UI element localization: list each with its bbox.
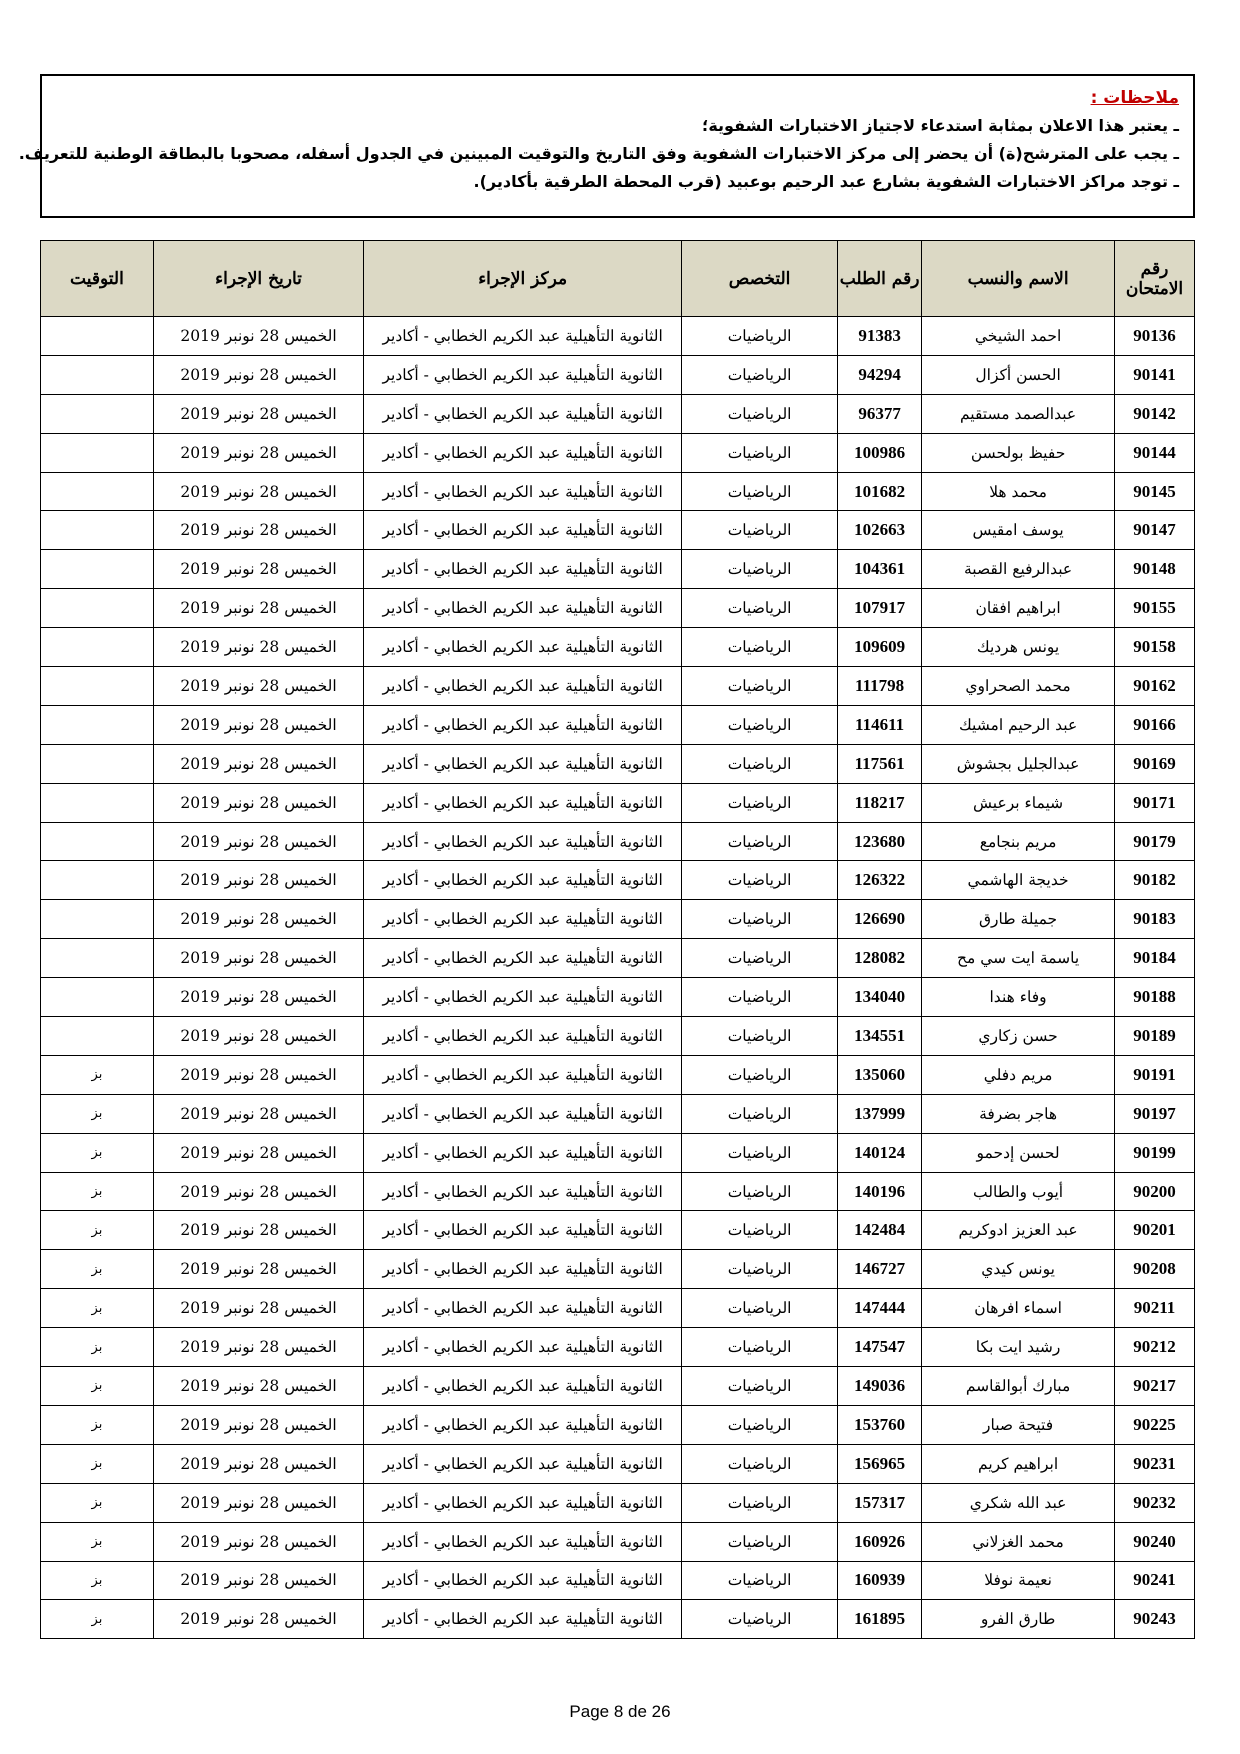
center-cell: الثانوية التأهيلية عبد الكريم الخطابي - أكادير: [364, 1172, 682, 1211]
specialty-cell: الرياضيات: [682, 1017, 838, 1056]
application-number-cell: 149036: [838, 1367, 922, 1406]
table-body: [41, 317, 1195, 1639]
application-number-cell: 123680: [838, 822, 922, 861]
application-number-cell: 147444: [838, 1289, 922, 1328]
center-cell: الثانوية التأهيلية عبد الكريم الخطابي - أكادير: [364, 705, 682, 744]
time-cell: بز: [41, 1328, 154, 1367]
center-cell: الثانوية التأهيلية عبد الكريم الخطابي - أكادير: [364, 628, 682, 667]
application-number-cell: 153760: [838, 1405, 922, 1444]
exam-number-cell: 90208: [1115, 1250, 1195, 1289]
date-cell: الخميس 28 نونبر 2019: [153, 1600, 363, 1639]
application-number-cell: 117561: [838, 744, 922, 783]
application-number-cell: 135060: [838, 1055, 922, 1094]
application-number-cell: 109609: [838, 628, 922, 667]
specialty-cell: الرياضيات: [682, 783, 838, 822]
application-number-cell: 140196: [838, 1172, 922, 1211]
specialty-cell: الرياضيات: [682, 550, 838, 589]
note-line: ـ يعتبر هذا الاعلان بمثابة استدعاء لاجتياز الاختبارات الشفوية؛: [701, 116, 1179, 135]
table-row: [41, 550, 1195, 589]
candidates-table-wrapper: [40, 240, 1195, 1639]
date-cell: الخميس 28 نونبر 2019: [153, 1367, 363, 1406]
name-cell: احمد الشيخي: [922, 317, 1115, 356]
center-cell: الثانوية التأهيلية عبد الكريم الخطابي - أكادير: [364, 1055, 682, 1094]
date-cell: الخميس 28 نونبر 2019: [153, 472, 363, 511]
table-row: [41, 705, 1195, 744]
time-cell: [41, 978, 154, 1017]
center-cell: الثانوية التأهيلية عبد الكريم الخطابي - أكادير: [364, 433, 682, 472]
exam-number-cell: 90147: [1115, 511, 1195, 550]
time-cell: بز: [41, 1094, 154, 1133]
exam-number-cell: 90179: [1115, 822, 1195, 861]
center-cell: الثانوية التأهيلية عبد الكريم الخطابي - أكادير: [364, 1522, 682, 1561]
exam-number-cell: 90217: [1115, 1367, 1195, 1406]
center-cell: الثانوية التأهيلية عبد الكريم الخطابي - أكادير: [364, 1367, 682, 1406]
table-row: [41, 1483, 1195, 1522]
specialty-cell: الرياضيات: [682, 394, 838, 433]
center-cell: الثانوية التأهيلية عبد الكريم الخطابي - أكادير: [364, 472, 682, 511]
header-application-number: رقم الطلب: [838, 241, 922, 317]
exam-number-cell: 90191: [1115, 1055, 1195, 1094]
table-row: [41, 1133, 1195, 1172]
header-exam-number: رقم الامتحان: [1115, 241, 1195, 317]
exam-number-cell: 90145: [1115, 472, 1195, 511]
table-row: [41, 355, 1195, 394]
page-number: Page 8 de 26: [569, 1702, 671, 1721]
center-cell: الثانوية التأهيلية عبد الكريم الخطابي - أكادير: [364, 1483, 682, 1522]
center-cell: الثانوية التأهيلية عبد الكريم الخطابي - أكادير: [364, 939, 682, 978]
date-cell: الخميس 28 نونبر 2019: [153, 978, 363, 1017]
center-cell: الثانوية التأهيلية عبد الكريم الخطابي - أكادير: [364, 589, 682, 628]
time-cell: بز: [41, 1522, 154, 1561]
application-number-cell: 146727: [838, 1250, 922, 1289]
table-row: [41, 433, 1195, 472]
time-cell: بز: [41, 1600, 154, 1639]
name-cell: هاجر بضرفة: [922, 1094, 1115, 1133]
name-cell: عبدالرفيع القصبة: [922, 550, 1115, 589]
name-cell: محمد الغزلاني: [922, 1522, 1115, 1561]
time-cell: [41, 900, 154, 939]
exam-number-cell: 90231: [1115, 1444, 1195, 1483]
specialty-cell: الرياضيات: [682, 628, 838, 667]
time-cell: [41, 822, 154, 861]
exam-number-cell: 90183: [1115, 900, 1195, 939]
exam-number-cell: 90162: [1115, 667, 1195, 706]
exam-number-cell: 90188: [1115, 978, 1195, 1017]
date-cell: الخميس 28 نونبر 2019: [153, 511, 363, 550]
time-cell: بز: [41, 1561, 154, 1600]
date-cell: الخميس 28 نونبر 2019: [153, 783, 363, 822]
table-row: [41, 1367, 1195, 1406]
application-number-cell: 101682: [838, 472, 922, 511]
application-number-cell: 100986: [838, 433, 922, 472]
date-cell: الخميس 28 نونبر 2019: [153, 822, 363, 861]
date-cell: الخميس 28 نونبر 2019: [153, 1211, 363, 1250]
date-cell: الخميس 28 نونبر 2019: [153, 1444, 363, 1483]
center-cell: الثانوية التأهيلية عبد الكريم الخطابي - أكادير: [364, 1289, 682, 1328]
table-row: [41, 1405, 1195, 1444]
date-cell: الخميس 28 نونبر 2019: [153, 939, 363, 978]
center-cell: الثانوية التأهيلية عبد الكريم الخطابي - أكادير: [364, 355, 682, 394]
specialty-cell: الرياضيات: [682, 1522, 838, 1561]
date-cell: الخميس 28 نونبر 2019: [153, 705, 363, 744]
candidates-table: [40, 240, 1195, 1639]
table-row: [41, 1017, 1195, 1056]
name-cell: خديجة الهاشمي: [922, 861, 1115, 900]
table-row: [41, 511, 1195, 550]
date-cell: الخميس 28 نونبر 2019: [153, 1017, 363, 1056]
name-cell: وفاء هندا: [922, 978, 1115, 1017]
exam-number-cell: 90232: [1115, 1483, 1195, 1522]
specialty-cell: الرياضيات: [682, 1133, 838, 1172]
time-cell: [41, 667, 154, 706]
name-cell: رشيد ايت بكا: [922, 1328, 1115, 1367]
center-cell: الثانوية التأهيلية عبد الكريم الخطابي - أكادير: [364, 978, 682, 1017]
time-cell: [41, 355, 154, 394]
center-cell: الثانوية التأهيلية عبد الكريم الخطابي - أكادير: [364, 861, 682, 900]
exam-number-cell: 90197: [1115, 1094, 1195, 1133]
date-cell: الخميس 28 نونبر 2019: [153, 900, 363, 939]
name-cell: يوسف امقيس: [922, 511, 1115, 550]
time-cell: بز: [41, 1250, 154, 1289]
notes-title: ملاحظات :: [1090, 88, 1179, 108]
specialty-cell: الرياضيات: [682, 900, 838, 939]
time-cell: [41, 472, 154, 511]
exam-number-cell: 90240: [1115, 1522, 1195, 1561]
date-cell: الخميس 28 نونبر 2019: [153, 355, 363, 394]
name-cell: يونس هرديك: [922, 628, 1115, 667]
note-line: ـ توجد مراكز الاختبارات الشفوية بشارع عبد الرحيم بوعبيد (قرب المحطة الطرقية بأكادير).: [473, 172, 1179, 191]
center-cell: الثانوية التأهيلية عبد الكريم الخطابي - أكادير: [364, 394, 682, 433]
time-cell: بز: [41, 1367, 154, 1406]
time-cell: بز: [41, 1483, 154, 1522]
notes-box: [18, 74, 1195, 218]
specialty-cell: الرياضيات: [682, 744, 838, 783]
specialty-cell: الرياضيات: [682, 1483, 838, 1522]
exam-number-cell: 90182: [1115, 861, 1195, 900]
exam-number-cell: 90241: [1115, 1561, 1195, 1600]
specialty-cell: الرياضيات: [682, 1211, 838, 1250]
note-line: ـ يجب على المترشح(ة) أن يحضر إلى مركز الاختبارات الشفوية وفق التاريخ والتوقيت المبينين في الجدول أسفله، مصحوبا بالبطاقة الوطنية للتعريف.: [18, 144, 1179, 163]
table-row: [41, 822, 1195, 861]
center-cell: الثانوية التأهيلية عبد الكريم الخطابي - أكادير: [364, 1250, 682, 1289]
exam-number-cell: 90158: [1115, 628, 1195, 667]
exam-number-cell: 90141: [1115, 355, 1195, 394]
table-row: [41, 861, 1195, 900]
name-cell: محمد هلا: [922, 472, 1115, 511]
table-row: [41, 1444, 1195, 1483]
specialty-cell: الرياضيات: [682, 1289, 838, 1328]
name-cell: ياسمة ايت سي مح: [922, 939, 1115, 978]
application-number-cell: 118217: [838, 783, 922, 822]
name-cell: مريم بنجامع: [922, 822, 1115, 861]
table-row: [41, 667, 1195, 706]
date-cell: الخميس 28 نونبر 2019: [153, 317, 363, 356]
table-row: [41, 317, 1195, 356]
specialty-cell: الرياضيات: [682, 1172, 838, 1211]
application-number-cell: 104361: [838, 550, 922, 589]
specialty-cell: الرياضيات: [682, 589, 838, 628]
header-full-name: الاسم والنسب: [922, 241, 1115, 317]
table-row: [41, 900, 1195, 939]
specialty-cell: الرياضيات: [682, 355, 838, 394]
center-cell: الثانوية التأهيلية عبد الكريم الخطابي - أكادير: [364, 1133, 682, 1172]
specialty-cell: الرياضيات: [682, 822, 838, 861]
specialty-cell: الرياضيات: [682, 861, 838, 900]
center-cell: الثانوية التأهيلية عبد الكريم الخطابي - أكادير: [364, 667, 682, 706]
exam-number-cell: 90142: [1115, 394, 1195, 433]
application-number-cell: 126690: [838, 900, 922, 939]
name-cell: عبد الله شكري: [922, 1483, 1115, 1522]
date-cell: الخميس 28 نونبر 2019: [153, 744, 363, 783]
time-cell: [41, 705, 154, 744]
table-row: [41, 1172, 1195, 1211]
application-number-cell: 157317: [838, 1483, 922, 1522]
name-cell: عبد الرحيم امشيك: [922, 705, 1115, 744]
date-cell: الخميس 28 نونبر 2019: [153, 1055, 363, 1094]
application-number-cell: 134040: [838, 978, 922, 1017]
table-header-row: [41, 241, 1195, 317]
center-cell: الثانوية التأهيلية عبد الكريم الخطابي - أكادير: [364, 1017, 682, 1056]
name-cell: اسماء افرهان: [922, 1289, 1115, 1328]
time-cell: بز: [41, 1289, 154, 1328]
application-number-cell: 126322: [838, 861, 922, 900]
name-cell: محمد الصحراوي: [922, 667, 1115, 706]
application-number-cell: 147547: [838, 1328, 922, 1367]
specialty-cell: الرياضيات: [682, 1561, 838, 1600]
table-row: [41, 1289, 1195, 1328]
table-row: [41, 394, 1195, 433]
exam-number-cell: 90211: [1115, 1289, 1195, 1328]
time-cell: بز: [41, 1405, 154, 1444]
application-number-cell: 107917: [838, 589, 922, 628]
application-number-cell: 91383: [838, 317, 922, 356]
date-cell: الخميس 28 نونبر 2019: [153, 1522, 363, 1561]
exam-number-cell: 90166: [1115, 705, 1195, 744]
name-cell: جميلة طارق: [922, 900, 1115, 939]
name-cell: الحسن أكزال: [922, 355, 1115, 394]
time-cell: [41, 433, 154, 472]
date-cell: الخميس 28 نونبر 2019: [153, 1328, 363, 1367]
center-cell: الثانوية التأهيلية عبد الكريم الخطابي - أكادير: [364, 1328, 682, 1367]
date-cell: الخميس 28 نونبر 2019: [153, 1250, 363, 1289]
time-cell: [41, 861, 154, 900]
date-cell: الخميس 28 نونبر 2019: [153, 589, 363, 628]
table-row: [41, 628, 1195, 667]
name-cell: شيماء برعيش: [922, 783, 1115, 822]
name-cell: نعيمة نوفلا: [922, 1561, 1115, 1600]
center-cell: الثانوية التأهيلية عبد الكريم الخطابي - أكادير: [364, 1094, 682, 1133]
center-cell: الثانوية التأهيلية عبد الكريم الخطابي - أكادير: [364, 744, 682, 783]
exam-number-cell: 90212: [1115, 1328, 1195, 1367]
center-cell: الثانوية التأهيلية عبد الكريم الخطابي - أكادير: [364, 1405, 682, 1444]
time-cell: [41, 1017, 154, 1056]
name-cell: حسن زكاري: [922, 1017, 1115, 1056]
center-cell: الثانوية التأهيلية عبد الكريم الخطابي - أكادير: [364, 1600, 682, 1639]
application-number-cell: 111798: [838, 667, 922, 706]
specialty-cell: الرياضيات: [682, 939, 838, 978]
center-cell: الثانوية التأهيلية عبد الكريم الخطابي - أكادير: [364, 317, 682, 356]
specialty-cell: الرياضيات: [682, 1055, 838, 1094]
name-cell: عبدالصمد مستقيم: [922, 394, 1115, 433]
time-cell: [41, 939, 154, 978]
table-row: [41, 1250, 1195, 1289]
table-row: [41, 1600, 1195, 1639]
center-cell: الثانوية التأهيلية عبد الكريم الخطابي - أكادير: [364, 900, 682, 939]
time-cell: [41, 394, 154, 433]
specialty-cell: الرياضيات: [682, 1600, 838, 1639]
specialty-cell: الرياضيات: [682, 472, 838, 511]
date-cell: الخميس 28 نونبر 2019: [153, 394, 363, 433]
exam-number-cell: 90201: [1115, 1211, 1195, 1250]
application-number-cell: 160939: [838, 1561, 922, 1600]
exam-number-cell: 90243: [1115, 1600, 1195, 1639]
date-cell: الخميس 28 نونبر 2019: [153, 550, 363, 589]
specialty-cell: الرياضيات: [682, 1250, 838, 1289]
name-cell: مبارك أبوالقاسم: [922, 1367, 1115, 1406]
specialty-cell: الرياضيات: [682, 978, 838, 1017]
specialty-cell: الرياضيات: [682, 1328, 838, 1367]
exam-number-cell: 90148: [1115, 550, 1195, 589]
center-cell: الثانوية التأهيلية عبد الكريم الخطابي - أكادير: [364, 1211, 682, 1250]
name-cell: أيوب والطالب: [922, 1172, 1115, 1211]
date-cell: الخميس 28 نونبر 2019: [153, 628, 363, 667]
time-cell: بز: [41, 1211, 154, 1250]
time-cell: بز: [41, 1055, 154, 1094]
center-cell: الثانوية التأهيلية عبد الكريم الخطابي - أكادير: [364, 783, 682, 822]
specialty-cell: الرياضيات: [682, 667, 838, 706]
name-cell: مريم دفلي: [922, 1055, 1115, 1094]
specialty-cell: الرياضيات: [682, 1405, 838, 1444]
center-cell: الثانوية التأهيلية عبد الكريم الخطابي - أكادير: [364, 550, 682, 589]
name-cell: فتيحة صبار: [922, 1405, 1115, 1444]
time-cell: [41, 317, 154, 356]
header-center: مركز الإجراء: [364, 241, 682, 317]
specialty-cell: الرياضيات: [682, 317, 838, 356]
specialty-cell: الرياضيات: [682, 511, 838, 550]
name-cell: عبد العزيز ادوكريم: [922, 1211, 1115, 1250]
table-row: [41, 978, 1195, 1017]
application-number-cell: 102663: [838, 511, 922, 550]
exam-number-cell: 90189: [1115, 1017, 1195, 1056]
date-cell: الخميس 28 نونبر 2019: [153, 1094, 363, 1133]
exam-number-cell: 90200: [1115, 1172, 1195, 1211]
header-specialty: التخصص: [682, 241, 838, 317]
date-cell: الخميس 28 نونبر 2019: [153, 1561, 363, 1600]
time-cell: [41, 628, 154, 667]
application-number-cell: 128082: [838, 939, 922, 978]
application-number-cell: 140124: [838, 1133, 922, 1172]
exam-number-cell: 90199: [1115, 1133, 1195, 1172]
name-cell: ابراهيم كريم: [922, 1444, 1115, 1483]
specialty-cell: الرياضيات: [682, 1367, 838, 1406]
specialty-cell: الرياضيات: [682, 433, 838, 472]
table-row: [41, 744, 1195, 783]
time-cell: [41, 550, 154, 589]
application-number-cell: 160926: [838, 1522, 922, 1561]
exam-number-cell: 90144: [1115, 433, 1195, 472]
time-cell: [41, 783, 154, 822]
header-time: التوقيت: [41, 241, 154, 317]
application-number-cell: 114611: [838, 705, 922, 744]
specialty-cell: الرياضيات: [682, 1444, 838, 1483]
time-cell: [41, 511, 154, 550]
center-cell: الثانوية التأهيلية عبد الكريم الخطابي - أكادير: [364, 1444, 682, 1483]
name-cell: عبدالجليل بجشوش: [922, 744, 1115, 783]
application-number-cell: 161895: [838, 1600, 922, 1639]
time-cell: بز: [41, 1133, 154, 1172]
center-cell: الثانوية التأهيلية عبد الكريم الخطابي - أكادير: [364, 511, 682, 550]
date-cell: الخميس 28 نونبر 2019: [153, 1483, 363, 1522]
exam-number-cell: 90136: [1115, 317, 1195, 356]
table-row: [41, 1522, 1195, 1561]
table-row: [41, 1328, 1195, 1367]
time-cell: [41, 589, 154, 628]
date-cell: الخميس 28 نونبر 2019: [153, 861, 363, 900]
time-cell: [41, 744, 154, 783]
table-row: [41, 472, 1195, 511]
center-cell: الثانوية التأهيلية عبد الكريم الخطابي - أكادير: [364, 1561, 682, 1600]
date-cell: الخميس 28 نونبر 2019: [153, 1289, 363, 1328]
name-cell: يونس كيدي: [922, 1250, 1115, 1289]
application-number-cell: 134551: [838, 1017, 922, 1056]
name-cell: طارق الفرو: [922, 1600, 1115, 1639]
date-cell: الخميس 28 نونبر 2019: [153, 433, 363, 472]
application-number-cell: 94294: [838, 355, 922, 394]
table-row: [41, 1055, 1195, 1094]
application-number-cell: 137999: [838, 1094, 922, 1133]
name-cell: حفيظ بولحسن: [922, 433, 1115, 472]
specialty-cell: الرياضيات: [682, 1094, 838, 1133]
date-cell: الخميس 28 نونبر 2019: [153, 1133, 363, 1172]
header-date: تاريخ الإجراء: [153, 241, 363, 317]
name-cell: ابراهيم افقان: [922, 589, 1115, 628]
time-cell: بز: [41, 1172, 154, 1211]
specialty-cell: الرياضيات: [682, 705, 838, 744]
table-row: [41, 589, 1195, 628]
date-cell: الخميس 28 نونبر 2019: [153, 1172, 363, 1211]
application-number-cell: 96377: [838, 394, 922, 433]
date-cell: الخميس 28 نونبر 2019: [153, 667, 363, 706]
application-number-cell: 142484: [838, 1211, 922, 1250]
exam-number-cell: 90184: [1115, 939, 1195, 978]
exam-number-cell: 90169: [1115, 744, 1195, 783]
center-cell: الثانوية التأهيلية عبد الكريم الخطابي - أكادير: [364, 822, 682, 861]
table-row: [41, 1094, 1195, 1133]
exam-number-cell: 90171: [1115, 783, 1195, 822]
exam-number-cell: 90225: [1115, 1405, 1195, 1444]
exam-number-cell: 90155: [1115, 589, 1195, 628]
time-cell: بز: [41, 1444, 154, 1483]
table-row: [41, 1561, 1195, 1600]
name-cell: لحسن إدحمو: [922, 1133, 1115, 1172]
table-row: [41, 1211, 1195, 1250]
application-number-cell: 156965: [838, 1444, 922, 1483]
table-row: [41, 783, 1195, 822]
table-row: [41, 939, 1195, 978]
date-cell: الخميس 28 نونبر 2019: [153, 1405, 363, 1444]
